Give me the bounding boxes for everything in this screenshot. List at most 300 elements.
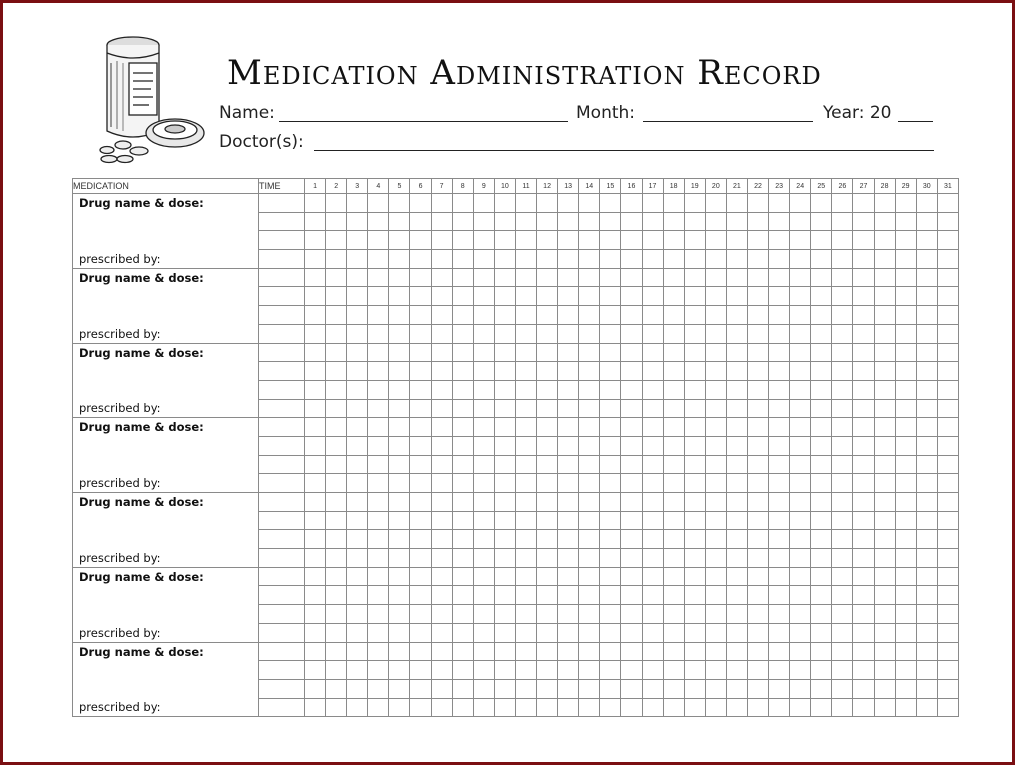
administration-cell[interactable]	[621, 306, 642, 325]
administration-cell[interactable]	[347, 493, 368, 512]
administration-cell[interactable]	[853, 549, 874, 568]
administration-cell[interactable]	[895, 642, 916, 661]
administration-cell[interactable]	[642, 362, 663, 381]
administration-cell[interactable]	[389, 530, 410, 549]
administration-cell[interactable]	[895, 605, 916, 624]
administration-cell[interactable]	[600, 343, 621, 362]
administration-cell[interactable]	[558, 661, 579, 680]
administration-cell[interactable]	[895, 623, 916, 642]
administration-cell[interactable]	[790, 567, 811, 586]
administration-cell[interactable]	[579, 474, 600, 493]
administration-cell[interactable]	[494, 418, 515, 437]
administration-cell[interactable]	[410, 250, 431, 269]
administration-cell[interactable]	[558, 642, 579, 661]
administration-cell[interactable]	[494, 194, 515, 213]
administration-cell[interactable]	[305, 642, 326, 661]
administration-cell[interactable]	[853, 399, 874, 418]
administration-cell[interactable]	[916, 493, 937, 512]
administration-cell[interactable]	[326, 661, 347, 680]
administration-cell[interactable]	[642, 268, 663, 287]
administration-cell[interactable]	[663, 343, 684, 362]
administration-cell[interactable]	[937, 661, 958, 680]
administration-cell[interactable]	[663, 623, 684, 642]
administration-cell[interactable]	[747, 493, 768, 512]
administration-cell[interactable]	[326, 194, 347, 213]
administration-cell[interactable]	[853, 250, 874, 269]
administration-cell[interactable]	[937, 605, 958, 624]
administration-cell[interactable]	[790, 287, 811, 306]
administration-cell[interactable]	[705, 436, 726, 455]
administration-cell[interactable]	[895, 549, 916, 568]
administration-cell[interactable]	[790, 530, 811, 549]
administration-cell[interactable]	[494, 605, 515, 624]
administration-cell[interactable]	[663, 549, 684, 568]
administration-cell[interactable]	[874, 455, 895, 474]
administration-cell[interactable]	[916, 362, 937, 381]
administration-cell[interactable]	[747, 250, 768, 269]
time-cell[interactable]	[259, 212, 305, 231]
administration-cell[interactable]	[895, 212, 916, 231]
administration-cell[interactable]	[811, 586, 832, 605]
administration-cell[interactable]	[769, 268, 790, 287]
administration-cell[interactable]	[305, 493, 326, 512]
administration-cell[interactable]	[874, 530, 895, 549]
administration-cell[interactable]	[726, 194, 747, 213]
administration-cell[interactable]	[347, 194, 368, 213]
administration-cell[interactable]	[431, 436, 452, 455]
administration-cell[interactable]	[431, 231, 452, 250]
administration-cell[interactable]	[558, 324, 579, 343]
administration-cell[interactable]	[874, 380, 895, 399]
administration-cell[interactable]	[684, 605, 705, 624]
administration-cell[interactable]	[895, 474, 916, 493]
administration-cell[interactable]	[937, 436, 958, 455]
administration-cell[interactable]	[769, 679, 790, 698]
administration-cell[interactable]	[726, 455, 747, 474]
administration-cell[interactable]	[305, 399, 326, 418]
administration-cell[interactable]	[452, 493, 473, 512]
administration-cell[interactable]	[684, 324, 705, 343]
administration-cell[interactable]	[937, 343, 958, 362]
administration-cell[interactable]	[874, 324, 895, 343]
administration-cell[interactable]	[305, 623, 326, 642]
administration-cell[interactable]	[811, 418, 832, 437]
administration-cell[interactable]	[410, 231, 431, 250]
administration-cell[interactable]	[452, 212, 473, 231]
administration-cell[interactable]	[621, 698, 642, 717]
administration-cell[interactable]	[790, 493, 811, 512]
administration-cell[interactable]	[832, 511, 853, 530]
administration-cell[interactable]	[874, 231, 895, 250]
administration-cell[interactable]	[368, 231, 389, 250]
administration-cell[interactable]	[473, 343, 494, 362]
administration-cell[interactable]	[537, 231, 558, 250]
administration-cell[interactable]	[621, 642, 642, 661]
administration-cell[interactable]	[326, 306, 347, 325]
administration-cell[interactable]	[537, 623, 558, 642]
administration-cell[interactable]	[874, 623, 895, 642]
administration-cell[interactable]	[663, 250, 684, 269]
administration-cell[interactable]	[747, 530, 768, 549]
administration-cell[interactable]	[431, 493, 452, 512]
administration-cell[interactable]	[937, 493, 958, 512]
administration-cell[interactable]	[769, 605, 790, 624]
administration-cell[interactable]	[368, 343, 389, 362]
administration-cell[interactable]	[769, 511, 790, 530]
time-cell[interactable]	[259, 194, 305, 213]
administration-cell[interactable]	[937, 399, 958, 418]
administration-cell[interactable]	[431, 605, 452, 624]
time-cell[interactable]	[259, 399, 305, 418]
administration-cell[interactable]	[326, 231, 347, 250]
administration-cell[interactable]	[410, 287, 431, 306]
administration-cell[interactable]	[747, 605, 768, 624]
administration-cell[interactable]	[347, 679, 368, 698]
administration-cell[interactable]	[621, 362, 642, 381]
administration-cell[interactable]	[937, 268, 958, 287]
administration-cell[interactable]	[621, 493, 642, 512]
year-field[interactable]	[898, 121, 933, 122]
administration-cell[interactable]	[579, 698, 600, 717]
administration-cell[interactable]	[642, 455, 663, 474]
administration-cell[interactable]	[853, 343, 874, 362]
medication-cell[interactable]	[73, 567, 259, 642]
administration-cell[interactable]	[832, 418, 853, 437]
administration-cell[interactable]	[853, 380, 874, 399]
administration-cell[interactable]	[726, 493, 747, 512]
administration-cell[interactable]	[326, 511, 347, 530]
administration-cell[interactable]	[558, 194, 579, 213]
administration-cell[interactable]	[389, 324, 410, 343]
administration-cell[interactable]	[558, 698, 579, 717]
administration-cell[interactable]	[494, 679, 515, 698]
administration-cell[interactable]	[600, 436, 621, 455]
administration-cell[interactable]	[579, 287, 600, 306]
administration-cell[interactable]	[705, 324, 726, 343]
administration-cell[interactable]	[642, 231, 663, 250]
administration-cell[interactable]	[937, 623, 958, 642]
administration-cell[interactable]	[937, 324, 958, 343]
administration-cell[interactable]	[368, 661, 389, 680]
administration-cell[interactable]	[937, 586, 958, 605]
administration-cell[interactable]	[410, 567, 431, 586]
administration-cell[interactable]	[431, 343, 452, 362]
administration-cell[interactable]	[621, 623, 642, 642]
administration-cell[interactable]	[790, 698, 811, 717]
administration-cell[interactable]	[326, 436, 347, 455]
administration-cell[interactable]	[515, 642, 536, 661]
administration-cell[interactable]	[494, 268, 515, 287]
administration-cell[interactable]	[515, 455, 536, 474]
administration-cell[interactable]	[600, 418, 621, 437]
administration-cell[interactable]	[473, 306, 494, 325]
administration-cell[interactable]	[494, 212, 515, 231]
administration-cell[interactable]	[494, 231, 515, 250]
administration-cell[interactable]	[790, 642, 811, 661]
administration-cell[interactable]	[684, 567, 705, 586]
administration-cell[interactable]	[326, 399, 347, 418]
administration-cell[interactable]	[494, 661, 515, 680]
administration-cell[interactable]	[916, 586, 937, 605]
administration-cell[interactable]	[895, 268, 916, 287]
administration-cell[interactable]	[473, 642, 494, 661]
administration-cell[interactable]	[747, 586, 768, 605]
administration-cell[interactable]	[937, 380, 958, 399]
medication-cell[interactable]	[73, 493, 259, 568]
administration-cell[interactable]	[579, 511, 600, 530]
administration-cell[interactable]	[326, 549, 347, 568]
administration-cell[interactable]	[431, 661, 452, 680]
administration-cell[interactable]	[916, 268, 937, 287]
time-cell[interactable]	[259, 343, 305, 362]
administration-cell[interactable]	[515, 212, 536, 231]
administration-cell[interactable]	[747, 399, 768, 418]
administration-cell[interactable]	[684, 474, 705, 493]
administration-cell[interactable]	[558, 231, 579, 250]
administration-cell[interactable]	[558, 530, 579, 549]
administration-cell[interactable]	[832, 661, 853, 680]
administration-cell[interactable]	[473, 549, 494, 568]
administration-cell[interactable]	[663, 362, 684, 381]
administration-cell[interactable]	[305, 698, 326, 717]
administration-cell[interactable]	[811, 399, 832, 418]
administration-cell[interactable]	[515, 661, 536, 680]
time-cell[interactable]	[259, 567, 305, 586]
administration-cell[interactable]	[347, 250, 368, 269]
administration-cell[interactable]	[621, 250, 642, 269]
administration-cell[interactable]	[600, 250, 621, 269]
administration-cell[interactable]	[389, 567, 410, 586]
administration-cell[interactable]	[473, 287, 494, 306]
administration-cell[interactable]	[726, 362, 747, 381]
administration-cell[interactable]	[663, 605, 684, 624]
administration-cell[interactable]	[410, 642, 431, 661]
administration-cell[interactable]	[515, 362, 536, 381]
administration-cell[interactable]	[368, 455, 389, 474]
administration-cell[interactable]	[811, 250, 832, 269]
administration-cell[interactable]	[473, 324, 494, 343]
administration-cell[interactable]	[769, 418, 790, 437]
administration-cell[interactable]	[874, 567, 895, 586]
administration-cell[interactable]	[537, 511, 558, 530]
administration-cell[interactable]	[684, 194, 705, 213]
administration-cell[interactable]	[790, 623, 811, 642]
administration-cell[interactable]	[494, 436, 515, 455]
administration-cell[interactable]	[811, 436, 832, 455]
administration-cell[interactable]	[368, 194, 389, 213]
administration-cell[interactable]	[874, 642, 895, 661]
administration-cell[interactable]	[431, 642, 452, 661]
administration-cell[interactable]	[305, 455, 326, 474]
administration-cell[interactable]	[431, 530, 452, 549]
administration-cell[interactable]	[389, 380, 410, 399]
administration-cell[interactable]	[747, 324, 768, 343]
administration-cell[interactable]	[769, 642, 790, 661]
administration-cell[interactable]	[684, 511, 705, 530]
administration-cell[interactable]	[537, 306, 558, 325]
administration-cell[interactable]	[473, 418, 494, 437]
administration-cell[interactable]	[431, 474, 452, 493]
administration-cell[interactable]	[832, 474, 853, 493]
administration-cell[interactable]	[790, 380, 811, 399]
administration-cell[interactable]	[515, 287, 536, 306]
administration-cell[interactable]	[537, 642, 558, 661]
administration-cell[interactable]	[347, 549, 368, 568]
administration-cell[interactable]	[684, 250, 705, 269]
administration-cell[interactable]	[916, 698, 937, 717]
administration-cell[interactable]	[515, 399, 536, 418]
administration-cell[interactable]	[347, 362, 368, 381]
time-cell[interactable]	[259, 530, 305, 549]
administration-cell[interactable]	[326, 380, 347, 399]
administration-cell[interactable]	[853, 418, 874, 437]
administration-cell[interactable]	[642, 623, 663, 642]
administration-cell[interactable]	[389, 493, 410, 512]
administration-cell[interactable]	[705, 661, 726, 680]
administration-cell[interactable]	[937, 567, 958, 586]
administration-cell[interactable]	[726, 642, 747, 661]
administration-cell[interactable]	[705, 511, 726, 530]
administration-cell[interactable]	[684, 436, 705, 455]
administration-cell[interactable]	[916, 306, 937, 325]
administration-cell[interactable]	[684, 679, 705, 698]
administration-cell[interactable]	[389, 661, 410, 680]
administration-cell[interactable]	[410, 212, 431, 231]
administration-cell[interactable]	[642, 567, 663, 586]
administration-cell[interactable]	[769, 362, 790, 381]
administration-cell[interactable]	[305, 474, 326, 493]
administration-cell[interactable]	[853, 268, 874, 287]
administration-cell[interactable]	[705, 530, 726, 549]
administration-cell[interactable]	[747, 436, 768, 455]
administration-cell[interactable]	[684, 549, 705, 568]
administration-cell[interactable]	[558, 306, 579, 325]
administration-cell[interactable]	[853, 231, 874, 250]
administration-cell[interactable]	[705, 362, 726, 381]
administration-cell[interactable]	[368, 474, 389, 493]
administration-cell[interactable]	[769, 212, 790, 231]
administration-cell[interactable]	[853, 623, 874, 642]
administration-cell[interactable]	[579, 362, 600, 381]
administration-cell[interactable]	[452, 511, 473, 530]
administration-cell[interactable]	[305, 343, 326, 362]
administration-cell[interactable]	[642, 698, 663, 717]
administration-cell[interactable]	[431, 586, 452, 605]
administration-cell[interactable]	[937, 679, 958, 698]
administration-cell[interactable]	[410, 474, 431, 493]
administration-cell[interactable]	[431, 567, 452, 586]
administration-cell[interactable]	[431, 549, 452, 568]
administration-cell[interactable]	[515, 679, 536, 698]
administration-cell[interactable]	[368, 268, 389, 287]
administration-cell[interactable]	[916, 194, 937, 213]
administration-cell[interactable]	[600, 474, 621, 493]
administration-cell[interactable]	[326, 642, 347, 661]
administration-cell[interactable]	[642, 212, 663, 231]
administration-cell[interactable]	[389, 194, 410, 213]
administration-cell[interactable]	[853, 698, 874, 717]
administration-cell[interactable]	[790, 324, 811, 343]
administration-cell[interactable]	[600, 623, 621, 642]
administration-cell[interactable]	[431, 679, 452, 698]
administration-cell[interactable]	[705, 474, 726, 493]
administration-cell[interactable]	[874, 418, 895, 437]
administration-cell[interactable]	[684, 380, 705, 399]
administration-cell[interactable]	[515, 474, 536, 493]
administration-cell[interactable]	[916, 642, 937, 661]
administration-cell[interactable]	[621, 268, 642, 287]
administration-cell[interactable]	[916, 605, 937, 624]
administration-cell[interactable]	[663, 380, 684, 399]
administration-cell[interactable]	[473, 586, 494, 605]
administration-cell[interactable]	[305, 511, 326, 530]
administration-cell[interactable]	[684, 455, 705, 474]
administration-cell[interactable]	[874, 399, 895, 418]
administration-cell[interactable]	[726, 679, 747, 698]
administration-cell[interactable]	[579, 250, 600, 269]
administration-cell[interactable]	[769, 530, 790, 549]
administration-cell[interactable]	[558, 212, 579, 231]
administration-cell[interactable]	[895, 567, 916, 586]
administration-cell[interactable]	[790, 455, 811, 474]
administration-cell[interactable]	[916, 231, 937, 250]
administration-cell[interactable]	[494, 343, 515, 362]
administration-cell[interactable]	[431, 287, 452, 306]
administration-cell[interactable]	[811, 623, 832, 642]
administration-cell[interactable]	[537, 474, 558, 493]
administration-cell[interactable]	[600, 362, 621, 381]
administration-cell[interactable]	[473, 474, 494, 493]
administration-cell[interactable]	[347, 530, 368, 549]
administration-cell[interactable]	[705, 549, 726, 568]
administration-cell[interactable]	[579, 661, 600, 680]
administration-cell[interactable]	[895, 194, 916, 213]
administration-cell[interactable]	[747, 306, 768, 325]
administration-cell[interactable]	[389, 549, 410, 568]
administration-cell[interactable]	[368, 399, 389, 418]
administration-cell[interactable]	[368, 436, 389, 455]
administration-cell[interactable]	[937, 194, 958, 213]
administration-cell[interactable]	[916, 399, 937, 418]
administration-cell[interactable]	[790, 679, 811, 698]
administration-cell[interactable]	[368, 306, 389, 325]
administration-cell[interactable]	[916, 418, 937, 437]
administration-cell[interactable]	[811, 642, 832, 661]
administration-cell[interactable]	[347, 474, 368, 493]
administration-cell[interactable]	[494, 511, 515, 530]
administration-cell[interactable]	[642, 511, 663, 530]
administration-cell[interactable]	[410, 661, 431, 680]
administration-cell[interactable]	[558, 679, 579, 698]
administration-cell[interactable]	[916, 567, 937, 586]
administration-cell[interactable]	[916, 679, 937, 698]
administration-cell[interactable]	[621, 661, 642, 680]
administration-cell[interactable]	[537, 418, 558, 437]
administration-cell[interactable]	[726, 511, 747, 530]
administration-cell[interactable]	[916, 380, 937, 399]
administration-cell[interactable]	[494, 549, 515, 568]
administration-cell[interactable]	[579, 623, 600, 642]
administration-cell[interactable]	[537, 567, 558, 586]
administration-cell[interactable]	[537, 605, 558, 624]
administration-cell[interactable]	[663, 212, 684, 231]
administration-cell[interactable]	[537, 194, 558, 213]
administration-cell[interactable]	[600, 306, 621, 325]
administration-cell[interactable]	[579, 549, 600, 568]
administration-cell[interactable]	[811, 698, 832, 717]
administration-cell[interactable]	[537, 380, 558, 399]
administration-cell[interactable]	[832, 212, 853, 231]
